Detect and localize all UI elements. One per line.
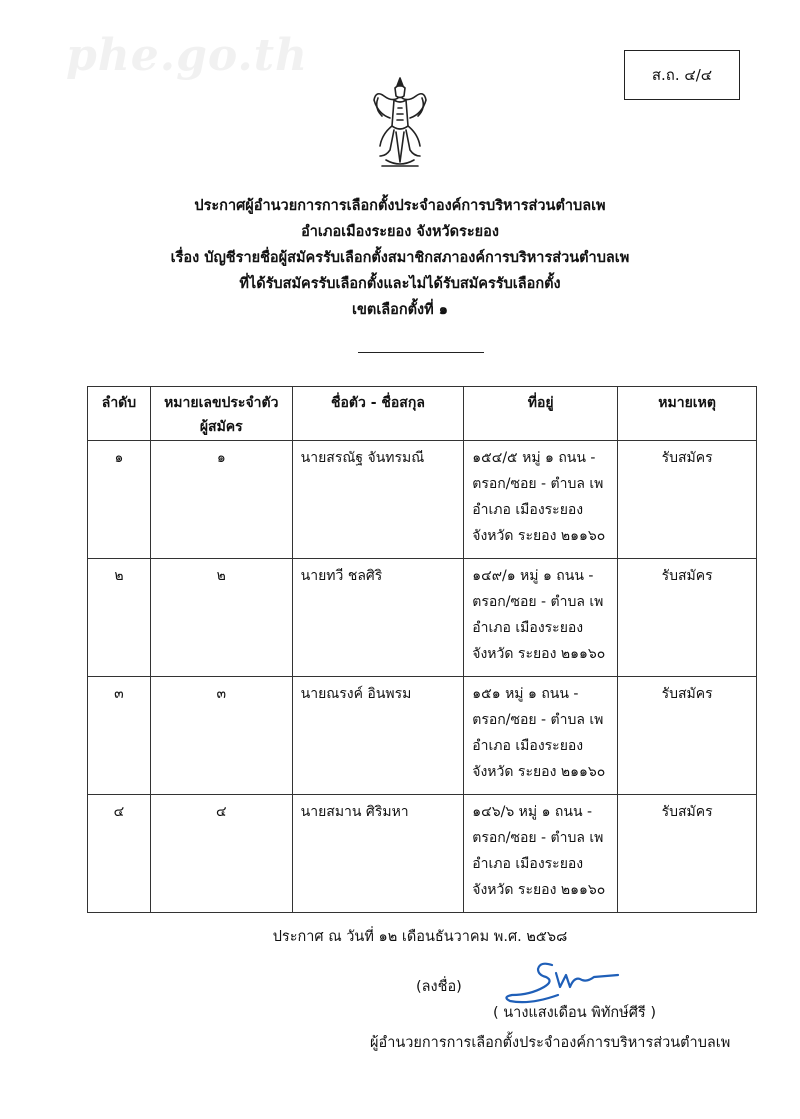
- address-line: ๑๕๔/๕ หมู่ ๑ ถนน -: [472, 450, 596, 466]
- signer-position: ผู้อำนวยการการเลือกตั้งประจำองค์การบริหารส่วนตำบลเพ: [370, 1035, 731, 1051]
- cell-candidate-number: ๔: [150, 795, 292, 913]
- header-address: ที่อยู่: [464, 387, 618, 441]
- table-row: [88, 559, 757, 677]
- address-line: จังหวัด ระยอง ๒๑๑๖๐: [472, 528, 606, 544]
- table-row: [88, 795, 757, 913]
- cell-name: นายณรงค์ อินพรม: [292, 677, 464, 795]
- table-row: [88, 441, 757, 559]
- cell-name: นายทวี ชลศิริ: [292, 559, 464, 677]
- address-line: ๑๔๙/๑ หมู่ ๑ ถนน -: [472, 568, 594, 584]
- cell-address: [464, 441, 618, 559]
- cell-remark: รับสมัคร: [618, 441, 757, 559]
- address-line: ตรอก/ซอย - ตำบล เพ: [472, 594, 604, 610]
- address-line: จังหวัด ระยอง ๒๑๑๖๐: [472, 882, 606, 898]
- header-remark: หมายเหตุ: [618, 387, 757, 441]
- address-line: ตรอก/ซอย - ตำบล เพ: [472, 476, 604, 492]
- address-line: ๑๔๖/๖ หมู่ ๑ ถนน -: [472, 804, 593, 820]
- cell-address: [464, 677, 618, 795]
- cell-order: ๑: [88, 441, 151, 559]
- heading-subject-continued: ที่ได้รับสมัครรับเลือกตั้งและไม่ได้รับสมัครรับเลือกตั้ง: [239, 276, 561, 292]
- watermark: phe.go.th: [66, 30, 309, 81]
- cell-remark: รับสมัคร: [618, 795, 757, 913]
- header-candidate-number-line1: หมายเลขประจำตัว: [164, 395, 279, 411]
- address-line: จังหวัด ระยอง ๒๑๑๖๐: [472, 646, 606, 662]
- cell-address: [464, 795, 618, 913]
- cell-name: นายสมาน ศิริมหา: [292, 795, 464, 913]
- address-line: ตรอก/ซอย - ตำบล เพ: [472, 712, 604, 728]
- cell-order: ๒: [88, 559, 151, 677]
- header-candidate-number: [150, 387, 292, 441]
- address-line: ๑๕๑ หมู่ ๑ ถนน -: [472, 686, 579, 702]
- heading-subject: เรื่อง บัญชีรายชื่อผู้สมัครรับเลือกตั้งสมาชิกสภาองค์การบริหารส่วนตำบลเพ: [170, 250, 630, 266]
- garuda-emblem-icon: [368, 74, 432, 174]
- address-line: จังหวัด ระยอง ๒๑๑๖๐: [472, 764, 606, 780]
- cell-candidate-number: ๒: [150, 559, 292, 677]
- address-line: อำเภอ เมืองระยอง: [472, 856, 584, 872]
- table-header-row: [88, 387, 757, 441]
- cell-address: [464, 559, 618, 677]
- cell-candidate-number: ๓: [150, 677, 292, 795]
- heading-location: อำเภอเมืองระยอง จังหวัดระยอง: [301, 224, 499, 240]
- address-line: อำเภอ เมืองระยอง: [472, 738, 584, 754]
- cell-candidate-number: ๑: [150, 441, 292, 559]
- handwritten-signature: [500, 955, 620, 1007]
- signature-label: (ลงชื่อ): [416, 979, 462, 995]
- form-code: ส.ถ. ๔/๔: [651, 66, 713, 84]
- header-name: ชื่อตัว - ชื่อสกุล: [292, 387, 464, 441]
- signer-name: ( นางแสงเดือน พิทักษ์ศีรี ): [493, 1005, 656, 1021]
- cell-order: ๓: [88, 677, 151, 795]
- header-candidate-number-line2: ผู้สมัคร: [199, 419, 243, 435]
- cell-name: นายสรณัฐ จันทรมณี: [292, 441, 464, 559]
- cell-remark: รับสมัคร: [618, 677, 757, 795]
- form-code-box: [624, 50, 740, 100]
- candidate-table: [87, 386, 757, 913]
- address-line: อำเภอ เมืองระยอง: [472, 502, 584, 518]
- divider: [358, 352, 484, 353]
- announcement-date: ประกาศ ณ วันที่ ๑๒ เดือนธันวาคม พ.ศ. ๒๕๖๘: [272, 929, 568, 945]
- heading-district: เขตเลือกตั้งที่ ๑: [352, 302, 448, 318]
- heading-title: ประกาศผู้อำนวยการการเลือกตั้งประจำองค์การบริหารส่วนตำบลเพ: [194, 198, 606, 214]
- address-line: อำเภอ เมืองระยอง: [472, 620, 584, 636]
- announcement-heading: [0, 193, 800, 323]
- cell-order: ๔: [88, 795, 151, 913]
- header-order: ลำดับ: [88, 387, 151, 441]
- table-row: [88, 677, 757, 795]
- address-line: ตรอก/ซอย - ตำบล เพ: [472, 830, 604, 846]
- cell-remark: รับสมัคร: [618, 559, 757, 677]
